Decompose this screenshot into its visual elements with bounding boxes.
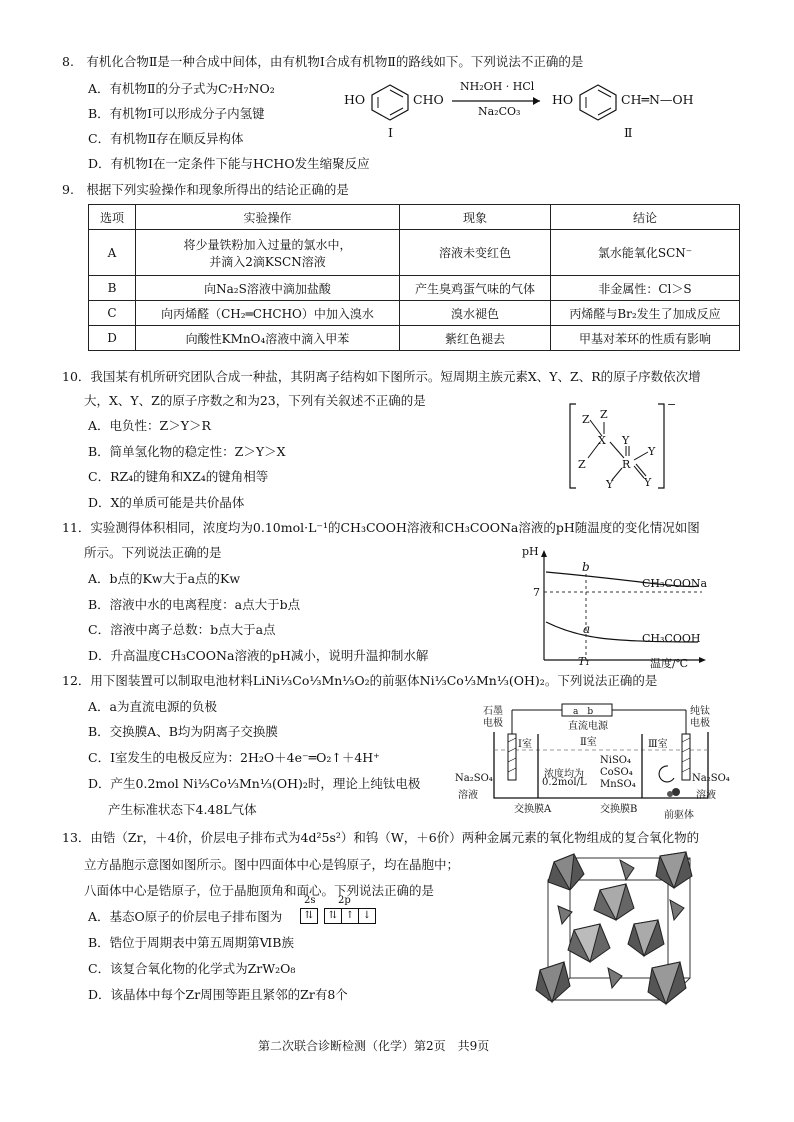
q12-label-conc2: 0.2mol/L: [542, 777, 587, 788]
q13-orbital-2s-label: 2s: [304, 895, 316, 906]
q11-stem-line2: 所示。下列说法正确的是: [84, 545, 222, 560]
q10-option-b: B．简单氢化物的稳定性：Z＞Y＞X: [88, 444, 286, 459]
q12-label-solution-left: 溶液: [458, 790, 478, 801]
q9-stem: 9. 根据下列实验操作和现象所得出的结论正确的是: [62, 182, 349, 197]
q11-graph-point-b: b: [582, 560, 590, 574]
cell-option: B: [89, 276, 136, 301]
cell-option: A: [89, 230, 136, 276]
q12-label-membrane-b: 交换膜B: [600, 804, 638, 815]
q10-option-c: C．RZ₄的键角和XZ₄的键角相等: [88, 469, 269, 484]
orbital-box-2p1: ⇅: [324, 908, 341, 924]
q12-option-b: B．交换膜A、B均为阴离子交换膜: [88, 724, 278, 739]
q10-atom-y4: Y: [644, 476, 652, 489]
q11-ph-graph: [530, 548, 710, 670]
q13-stem-line1: 13．由锆（Zr，＋4价，价层电子排布式为4d²5s²）和钨（W，＋6价）两种金属元素的氧化物组成的复合氧化物的: [62, 830, 700, 845]
q11-graph-ylabel: pH: [522, 545, 539, 558]
q12-label-na2so4-left: Na₂SO₄: [455, 773, 493, 784]
q11-option-a: A．b点的Kw大于a点的Kw: [88, 571, 241, 586]
cell-option: C: [89, 301, 136, 326]
q8-scheme-ho-left: HO: [344, 92, 366, 107]
q8-scheme-ho-right: HO: [552, 92, 574, 107]
q12-option-c: C．Ⅰ室发生的电极反应为：2H₂O＋4e⁻═O₂↑＋4H⁺: [88, 750, 380, 765]
cell-phenomenon: 溶液未变红色: [400, 230, 551, 276]
page-footer: 第二次联合诊断检测（化学）第2页 共9页: [258, 1039, 490, 1053]
q10-atom-y1: Y: [622, 434, 630, 447]
q11-option-c: C．溶液中离子总数：b点大于a点: [88, 622, 276, 637]
q10-option-d: D．X的单质可能是共价晶体: [88, 495, 245, 510]
cell-operation-line1: 将少量铁粉加入过量的氯水中，: [183, 237, 352, 252]
q10-atom-r: R: [622, 458, 631, 471]
q13-option-d: D．该晶体中每个Zr周围等距且紧邻的Zr有8个: [88, 987, 348, 1002]
q12-label-membrane-a: 交换膜A: [514, 804, 552, 815]
q13-stem-line3: 八面体中心是锆原子，位于晶胞顶角和面心。下列说法正确的是: [84, 883, 435, 898]
cell-conclusion: 非金属性：Cl＞S: [551, 276, 740, 301]
q12-label-ab: a b: [573, 707, 594, 717]
q10-atom-z2: Z: [600, 408, 608, 421]
q13-stem-line2: 立方晶胞示意图如图所示。图中四面体中心是钨原子，均在晶胞中；: [84, 857, 460, 872]
q12-label-electrode-right: 电极: [690, 718, 710, 729]
cell-phenomenon: 溴水褪色: [400, 301, 551, 326]
col-header-phenomenon: 现象: [400, 205, 551, 230]
table-header-row: [89, 205, 740, 230]
q10-option-a: A．电负性：Z＞Y＞R: [88, 418, 211, 433]
table-row: [89, 301, 740, 326]
q12-label-conc1: 浓度均为: [544, 769, 584, 780]
q13-crystal-cell-image: [530, 850, 702, 1010]
q8-scheme-cho: CHO: [413, 92, 444, 107]
q10-stem-line2: 大，X、Y、Z的原子序数之和为23，下列有关叙述不正确的是: [84, 393, 426, 408]
q9-table: [88, 204, 740, 351]
q8-option-a: A．有机物Ⅱ的分子式为C₇H₇NO₂: [88, 81, 275, 96]
cell-phenomenon: 产生臭鸡蛋气味的气体: [400, 276, 551, 301]
q10-atom-x: X: [598, 434, 606, 447]
q10-atom-z1: Z: [582, 413, 590, 426]
cell-operation: [136, 230, 400, 276]
q8-option-d: D．有机物Ⅰ在一定条件下能与HCHO发生缩聚反应: [88, 156, 370, 171]
q13-orbital-2p-label: 2p: [338, 895, 351, 906]
orbital-box-2s: ⇅: [300, 908, 318, 924]
q12-label-room2: Ⅱ室: [580, 737, 597, 748]
cell-operation: 向丙烯醛（CH₂═CHCHO）中加入溴水: [136, 301, 400, 326]
q13-orbital-diagram: [300, 908, 376, 924]
q10-atom-y3: Y: [606, 478, 614, 491]
q11-graph-point-a: a: [583, 622, 591, 636]
q12-label-room3: Ⅲ室: [648, 739, 668, 750]
q11-graph-xlabel: 温度/℃: [650, 657, 689, 670]
q8-option-c: C．有机物Ⅱ存在顺反异构体: [88, 131, 244, 146]
benzene-ring-1: [368, 82, 412, 122]
col-header-operation: 实验操作: [136, 205, 400, 230]
q11-option-b: B．溶液中水的电离程度：a点大于b点: [88, 597, 301, 612]
q11-option-d: D．升高温度CH₃COONa溶液的pH减小，说明升温抑制水解: [88, 648, 429, 663]
cell-operation: 向酸性KMnO₄溶液中滴入甲苯: [136, 326, 400, 351]
q8-label-compound-1: Ⅰ: [388, 125, 393, 140]
orbital-box-2p3: ↓: [358, 908, 376, 924]
cell-conclusion: 丙烯醛与Br₂发生了加成反应: [551, 301, 740, 326]
q8-label-compound-2: Ⅱ: [624, 125, 633, 140]
q12-stem: 12．用下图装置可以制取电池材料LiNi⅓Co⅓Mn⅓O₂的前驱体Ni⅓Co⅓Mn⅓(OH)₂。下列说法正确的是: [62, 673, 658, 688]
q12-label-precursor: 前驱体: [664, 810, 694, 821]
col-header-option: 选项: [89, 205, 136, 230]
table-row: [89, 326, 740, 351]
q12-label-electrode-left: 电极: [483, 718, 503, 729]
q11-stem-line1: 11．实验测得体积相同，浓度均为0.10mol·L⁻¹的CH₃COOH溶液和CH₃COONa溶液的pH随温度的变化情况如图: [62, 520, 700, 535]
col-header-conclusion: 结论: [551, 205, 740, 230]
q12-label-room1: Ⅰ室: [518, 739, 532, 750]
cell-operation-line2: 并滴入2滴KSCN溶液: [209, 254, 326, 269]
q11-graph-t1: T₁: [578, 655, 590, 668]
q12-option-d: D．产生0.2mol Ni⅓Co⅓Mn⅓(OH)₂时，理论上纯钛电极: [88, 776, 421, 791]
q12-label-mnso4: MnSO₄: [600, 779, 636, 790]
q11-graph-seven: 7: [533, 586, 540, 599]
cell-conclusion: 氯水能氧化SCN⁻: [551, 230, 740, 276]
q12-label-na2so4-right: Na₂SO₄: [692, 773, 730, 784]
cell-option: D: [89, 326, 136, 351]
table-row: [89, 276, 740, 301]
q8-reagent-bottom: Na₂CO₃: [478, 105, 521, 118]
q13-option-b: B．锆位于周期表中第五周期第ⅥB族: [88, 935, 294, 950]
cell-phenomenon: 紫红色褪去: [400, 326, 551, 351]
q11-graph-label-naac: CH₃COONa: [642, 577, 708, 590]
q12-label-graphite: 石墨: [483, 706, 503, 717]
q12-option-a: A．a为直流电源的负极: [88, 699, 217, 714]
q8-option-b: B．有机物Ⅰ可以形成分子内氢键: [88, 106, 265, 121]
q11-graph-label-hac: CH₃COOH: [642, 632, 701, 645]
q12-label-titanium: 纯钛: [690, 706, 710, 717]
q12-label-niso4: NiSO₄: [600, 755, 632, 766]
q10-charge: −: [667, 398, 677, 411]
q12-label-coso4: CoSO₄: [600, 767, 633, 778]
q13-option-c: C．该复合氧化物的化学式为ZrW₂O₈: [88, 961, 296, 976]
q10-stem-line1: 10．我国某有机所研究团队合成一种盐，其阴离子结构如下图所示。短周期主族元素X、Y、Z、R的原子序数依次增: [62, 369, 701, 384]
orbital-box-2p2: ↑: [341, 908, 358, 924]
q8-stem: 8. 有机化合物Ⅱ是一种合成中间体，由有机物Ⅰ合成有机物Ⅱ的路线如下。下列说法不正确的是: [62, 54, 584, 69]
q12-option-d-cont: 产生标准状态下4.48L气体: [108, 802, 257, 817]
benzene-ring-2: [576, 82, 620, 122]
q12-label-solution-right: 溶液: [696, 790, 716, 801]
q12-label-power: 直流电源: [568, 721, 608, 732]
q13-option-a: A．基态O原子的价层电子排布图为: [88, 909, 283, 924]
q10-atom-y2: Y: [648, 445, 656, 458]
table-row: [89, 230, 740, 276]
q8-scheme-oxime: CH═N—OH: [621, 92, 694, 107]
cell-operation: 向Na₂S溶液中滴加盐酸: [136, 276, 400, 301]
q10-atom-z3: Z: [578, 458, 586, 471]
q8-reagent-top: NH₂OH · HCl: [460, 80, 535, 93]
cell-conclusion: 甲基对苯环的性质有影响: [551, 326, 740, 351]
